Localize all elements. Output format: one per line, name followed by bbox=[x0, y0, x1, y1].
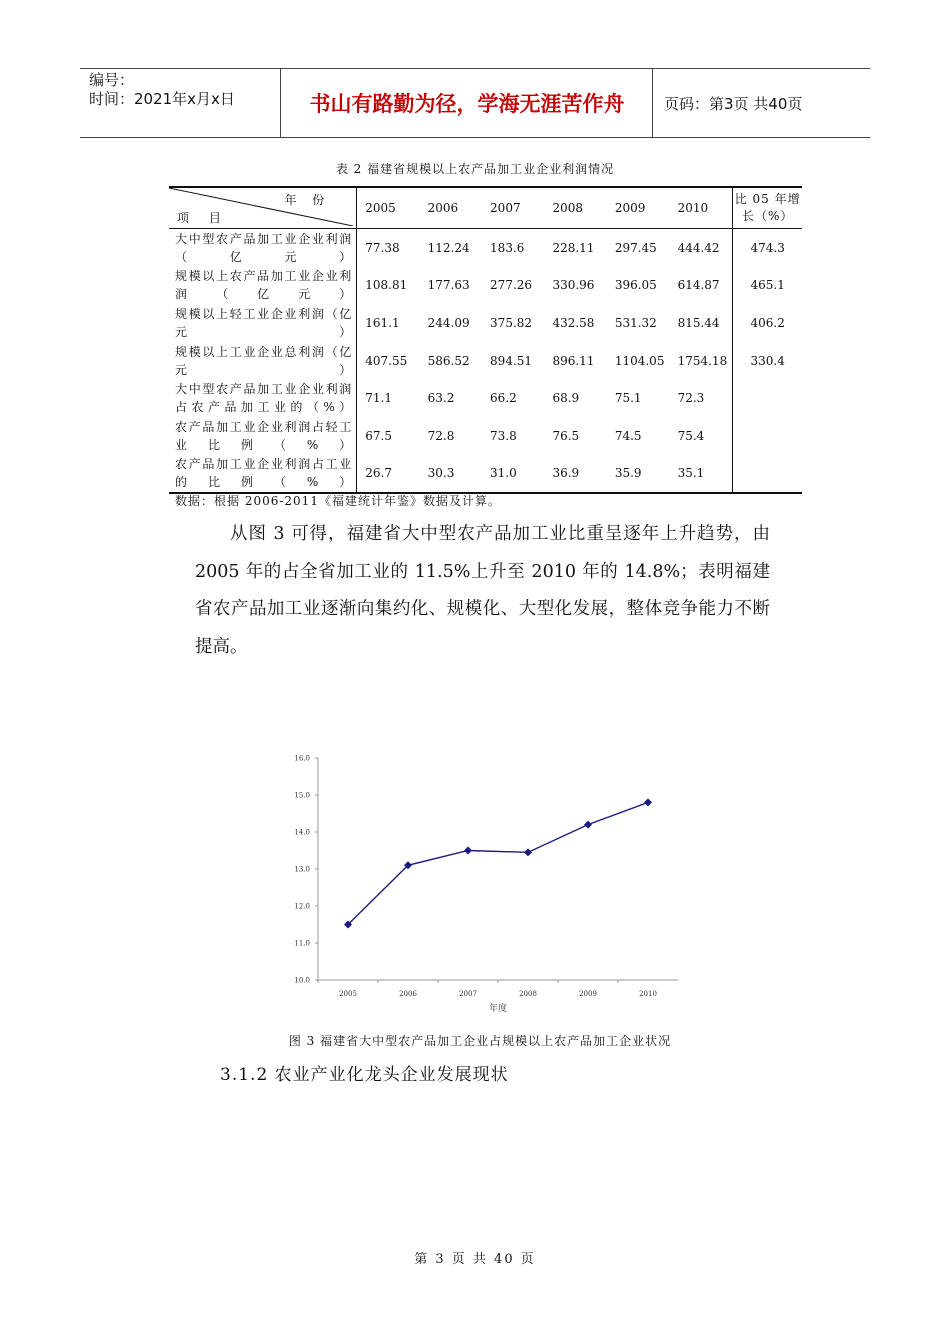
table-cell: 1104.05 bbox=[614, 353, 665, 368]
table-cell: 330.96 bbox=[552, 278, 595, 293]
y-tick-label: 11.0 bbox=[294, 939, 310, 948]
table-cell: 432.58 bbox=[552, 315, 595, 330]
y-tick-label: 13.0 bbox=[294, 865, 310, 874]
table-cell: 614.87 bbox=[677, 278, 720, 293]
table-caption: 表 2 福建省规模以上农产品加工业企业利润情况 bbox=[335, 162, 615, 176]
x-axis-title: 年度 bbox=[488, 1004, 508, 1014]
body-paragraph bbox=[195, 516, 770, 666]
page-header bbox=[80, 68, 870, 138]
table-cell: 407.55 bbox=[365, 353, 408, 368]
table-cell: 68.9 bbox=[552, 391, 580, 406]
growth-cell: 474.3 bbox=[733, 229, 802, 267]
data-point-marker bbox=[524, 848, 532, 856]
table-cell: 228.11 bbox=[552, 240, 595, 255]
table-cell: 63.2 bbox=[427, 391, 455, 406]
x-tick-label: 2010 bbox=[639, 990, 657, 998]
table-cell: 77.38 bbox=[365, 240, 400, 255]
table-cell: 108.81 bbox=[365, 278, 408, 293]
table-cell: 26.7 bbox=[357, 455, 420, 494]
series-line bbox=[348, 802, 648, 924]
table-header-row bbox=[169, 187, 802, 229]
table-cell: 161.1 bbox=[365, 315, 400, 330]
header-meta bbox=[80, 69, 289, 137]
y-tick-label: 10.0 bbox=[294, 976, 310, 985]
row-item-label: 农产品加工业企业利润占轻工业比例（%） bbox=[169, 417, 357, 455]
time-label: 时间：2021年x月x日 bbox=[89, 90, 235, 108]
table-cell: 177.63 bbox=[427, 278, 470, 293]
table-cell: 244.09 bbox=[427, 315, 470, 330]
header-page-info: 页码：第3页 共40页 bbox=[664, 94, 803, 113]
row-item-label: 规模以上工业企业总利润（亿元） bbox=[169, 342, 357, 380]
growth-cell bbox=[733, 379, 802, 417]
figure-caption: 图 3 福建省大中型农产品加工企业占规模以上农产品加工企业状况 bbox=[288, 1034, 672, 1048]
y-tick-label: 12.0 bbox=[294, 902, 310, 911]
data-point-marker bbox=[464, 847, 472, 855]
table-cell: 71.1 bbox=[365, 391, 392, 406]
table-body bbox=[169, 229, 802, 494]
code-label: 编号： bbox=[89, 71, 135, 89]
table-row bbox=[169, 417, 802, 455]
table-cell: 1754.18 bbox=[677, 353, 728, 368]
table-cell: 894.51 bbox=[490, 353, 533, 368]
header-year: 年 份 bbox=[284, 193, 331, 207]
table-cell: 66.2 bbox=[490, 391, 517, 406]
diagonal-header-cell bbox=[169, 187, 357, 229]
table-row bbox=[169, 342, 802, 380]
table-row bbox=[169, 267, 802, 305]
table-cell: 896.11 bbox=[552, 353, 595, 368]
x-tick-label: 2009 bbox=[579, 990, 597, 998]
growth-cell bbox=[733, 455, 802, 494]
table-cell: 31.0 bbox=[482, 455, 544, 494]
table-cell: 75.1 bbox=[614, 391, 642, 406]
table-cell: 297.45 bbox=[614, 240, 657, 255]
row-item-label: 规模以上农产品加工业企业利润（亿元） bbox=[169, 267, 357, 305]
table-row bbox=[169, 304, 802, 342]
y-tick-label: 16.0 bbox=[294, 754, 310, 763]
data-point-marker bbox=[644, 798, 652, 806]
x-tick-label: 2007 bbox=[459, 990, 477, 998]
table-cell: 183.6 bbox=[490, 240, 525, 255]
header-item: 项 目 bbox=[177, 211, 229, 225]
table-cell: 36.9 bbox=[544, 455, 606, 494]
data-point-marker bbox=[584, 821, 592, 829]
y-tick-label: 14.0 bbox=[294, 828, 310, 837]
table-cell: 277.26 bbox=[490, 278, 533, 293]
year-header: 2007 bbox=[482, 187, 544, 229]
table-row bbox=[169, 229, 802, 267]
table-cell: 72.8 bbox=[427, 428, 455, 443]
row-item-label: 大中型农产品加工业企业利润占农产品加工业的（%） bbox=[169, 379, 357, 417]
year-header: 2010 bbox=[670, 187, 733, 229]
y-tick-label: 15.0 bbox=[294, 791, 310, 800]
table-cell: 74.5 bbox=[614, 428, 642, 443]
paragraph-text: 从图 3 可得，福建省大中型农产品加工业比重呈逐年上升趋势，由 2005 年的占全省加工业的 11.5%上升至 2010 年的 14.8%；表明福建省农产品加工业逐渐向集约化、规模化、大型化发展，整体竞争能力不断提高。 bbox=[195, 524, 770, 657]
table-cell: 35.1 bbox=[670, 455, 733, 494]
year-header: 2005 bbox=[357, 187, 420, 229]
table-cell: 396.05 bbox=[614, 278, 657, 293]
table-row bbox=[169, 379, 802, 417]
x-tick-label: 2006 bbox=[399, 990, 417, 998]
table-cell: 586.52 bbox=[427, 353, 470, 368]
table-cell: 76.5 bbox=[552, 428, 580, 443]
table-cell: 375.82 bbox=[490, 315, 533, 330]
table-cell: 815.44 bbox=[677, 315, 720, 330]
table-row bbox=[169, 455, 802, 494]
page-footer: 第 3 页 共 40 页 bbox=[414, 1252, 536, 1267]
table-cell: 67.5 bbox=[365, 428, 392, 443]
table-source-note: 数据：根据 2006-2011《福建统计年鉴》数据及计算。 bbox=[175, 494, 501, 508]
section-heading: 3.1.2 农业产业化龙头企业发展现状 bbox=[220, 1065, 509, 1085]
table-cell: 30.3 bbox=[420, 455, 482, 494]
line-chart bbox=[280, 740, 700, 1020]
profit-table bbox=[169, 186, 802, 494]
growth-cell: 406.2 bbox=[733, 304, 802, 342]
table-cell: 35.9 bbox=[607, 455, 670, 494]
x-tick-label: 2008 bbox=[519, 990, 537, 998]
table-cell: 531.32 bbox=[614, 315, 657, 330]
growth-cell bbox=[733, 417, 802, 455]
year-header: 2008 bbox=[544, 187, 606, 229]
row-item-label: 农产品加工业企业利润占工业的比例（%） bbox=[169, 455, 357, 494]
header-divider bbox=[652, 69, 653, 137]
year-header: 2009 bbox=[607, 187, 670, 229]
growth-cell: 465.1 bbox=[733, 267, 802, 305]
row-item-label: 大中型农产品加工业企业利润（亿元） bbox=[169, 229, 357, 267]
table-cell: 444.42 bbox=[677, 240, 720, 255]
table-cell: 72.3 bbox=[677, 391, 705, 406]
header-divider bbox=[280, 69, 281, 137]
row-item-label: 规模以上轻工业企业利润（亿元） bbox=[169, 304, 357, 342]
x-tick-label: 2005 bbox=[339, 990, 357, 998]
table-cell: 112.24 bbox=[427, 240, 470, 255]
year-header: 2006 bbox=[420, 187, 482, 229]
header-motto: 书山有路勤为径，学海无涯苦作舟 bbox=[309, 92, 625, 116]
growth-header: 比 05 年增长（%） bbox=[733, 187, 802, 229]
table-cell: 75.4 bbox=[677, 428, 705, 443]
growth-cell: 330.4 bbox=[733, 342, 802, 380]
table-cell: 73.8 bbox=[490, 428, 517, 443]
